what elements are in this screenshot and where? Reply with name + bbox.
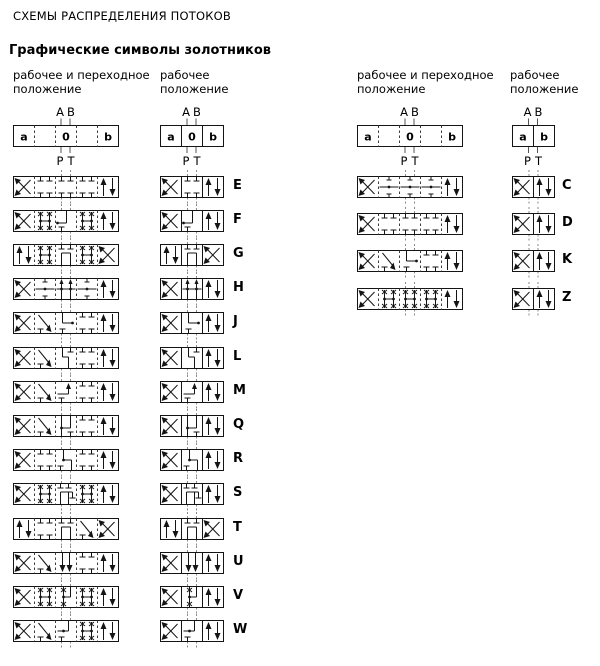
svg-text:P: P <box>400 154 408 168</box>
port-header-five-position-right <box>354 104 467 168</box>
valve-symbol-full-K <box>357 244 463 278</box>
svg-text:T: T <box>534 154 543 168</box>
row-label-R: R <box>233 451 244 467</box>
valve-symbol-full-C <box>357 170 463 204</box>
row-label-U: U <box>233 553 244 569</box>
valve-symbol-full-E <box>13 170 119 204</box>
column-header-working-transitional-left: рабочее и переходное положение <box>13 68 150 96</box>
row-label-W: W <box>233 622 248 638</box>
row-label-G: G <box>233 245 244 261</box>
row-label-K: K <box>562 252 573 268</box>
svg-text:T: T <box>411 154 419 168</box>
svg-text:P: P <box>524 154 531 168</box>
valve-symbol-working-D <box>512 207 555 241</box>
valve-symbol-working-E <box>160 170 224 204</box>
row-label-V: V <box>233 587 244 603</box>
valve-symbol-working-R <box>160 443 224 477</box>
svg-text:A: A <box>56 105 64 119</box>
valve-symbol-full-Z <box>357 282 463 316</box>
svg-text:A: A <box>523 105 532 119</box>
valve-symbol-full-J <box>13 306 119 340</box>
row-label-J: J <box>233 314 238 330</box>
valve-symbol-working-K <box>512 244 555 278</box>
valve-symbol-full-S <box>13 477 119 511</box>
svg-text:A: A <box>400 105 408 119</box>
svg-text:B: B <box>534 105 543 119</box>
valve-symbol-full-T <box>13 512 119 546</box>
svg-text:b: b <box>104 130 112 144</box>
svg-text:T: T <box>193 154 201 168</box>
svg-text:B: B <box>411 105 419 119</box>
row-label-Q: Q <box>233 416 245 432</box>
valve-symbol-working-S <box>160 477 224 511</box>
row-label-H: H <box>233 280 244 296</box>
svg-text:a: a <box>519 130 527 144</box>
valve-symbol-working-Z <box>512 282 555 316</box>
svg-text:b: b <box>540 130 548 144</box>
valve-symbol-working-Q <box>160 409 224 443</box>
valve-symbol-full-V <box>13 580 119 614</box>
row-label-T: T <box>233 519 242 535</box>
valve-symbol-working-T <box>160 512 224 546</box>
column-header-working-transitional-right: рабочее и переходное положение <box>357 68 494 96</box>
valve-symbol-full-W <box>13 614 119 648</box>
valve-symbol-full-G <box>13 238 119 272</box>
row-label-D: D <box>562 214 573 230</box>
valve-symbol-working-C <box>512 170 555 204</box>
valve-symbol-full-D <box>357 207 463 241</box>
row-label-C: C <box>562 177 572 193</box>
row-label-F: F <box>233 211 242 227</box>
valve-symbol-full-F <box>13 204 119 238</box>
valve-symbol-working-L <box>160 341 224 375</box>
column-header-working-right: рабочее положение <box>510 68 579 96</box>
valve-symbol-working-M <box>160 375 224 409</box>
svg-text:a: a <box>364 130 372 144</box>
svg-text:B: B <box>193 105 201 119</box>
valve-symbol-working-U <box>160 546 224 580</box>
row-label-L: L <box>233 348 242 364</box>
svg-text:P: P <box>182 154 190 168</box>
valve-symbol-working-W <box>160 614 224 648</box>
valve-symbol-full-L <box>13 341 119 375</box>
valve-symbol-working-V <box>160 580 224 614</box>
page-title: СХЕМЫ РАСПРЕДЕЛЕНИЯ ПОТОКОВ <box>13 9 231 23</box>
row-label-E: E <box>233 177 242 193</box>
svg-text:b: b <box>209 130 217 144</box>
svg-text:a: a <box>20 130 28 144</box>
valve-symbol-working-H <box>160 272 224 306</box>
row-label-M: M <box>233 382 246 398</box>
valve-symbol-full-H <box>13 272 119 306</box>
svg-text:0: 0 <box>62 130 70 144</box>
valve-symbol-full-R <box>13 443 119 477</box>
svg-text:a: a <box>167 130 175 144</box>
port-header-two-position <box>509 104 559 168</box>
row-label-S: S <box>233 485 243 501</box>
row-label-Z: Z <box>562 289 572 305</box>
svg-text:P: P <box>56 154 64 168</box>
svg-text:b: b <box>448 130 456 144</box>
column-header-working-left: рабочее положение <box>160 68 229 96</box>
svg-text:0: 0 <box>188 130 196 144</box>
valve-symbol-working-J <box>160 306 224 340</box>
valve-symbol-full-Q <box>13 409 119 443</box>
valve-symbol-full-U <box>13 546 119 580</box>
port-header-three-position <box>157 104 228 168</box>
svg-text:B: B <box>67 105 75 119</box>
valve-symbol-full-M <box>13 375 119 409</box>
svg-text:0: 0 <box>406 130 414 144</box>
section-subtitle: Графические символы золотников <box>9 43 272 58</box>
svg-text:T: T <box>67 154 75 168</box>
valve-symbol-working-F <box>160 204 224 238</box>
valve-symbol-working-G <box>160 238 224 272</box>
port-header-five-position-left <box>10 104 123 168</box>
svg-text:A: A <box>182 105 190 119</box>
